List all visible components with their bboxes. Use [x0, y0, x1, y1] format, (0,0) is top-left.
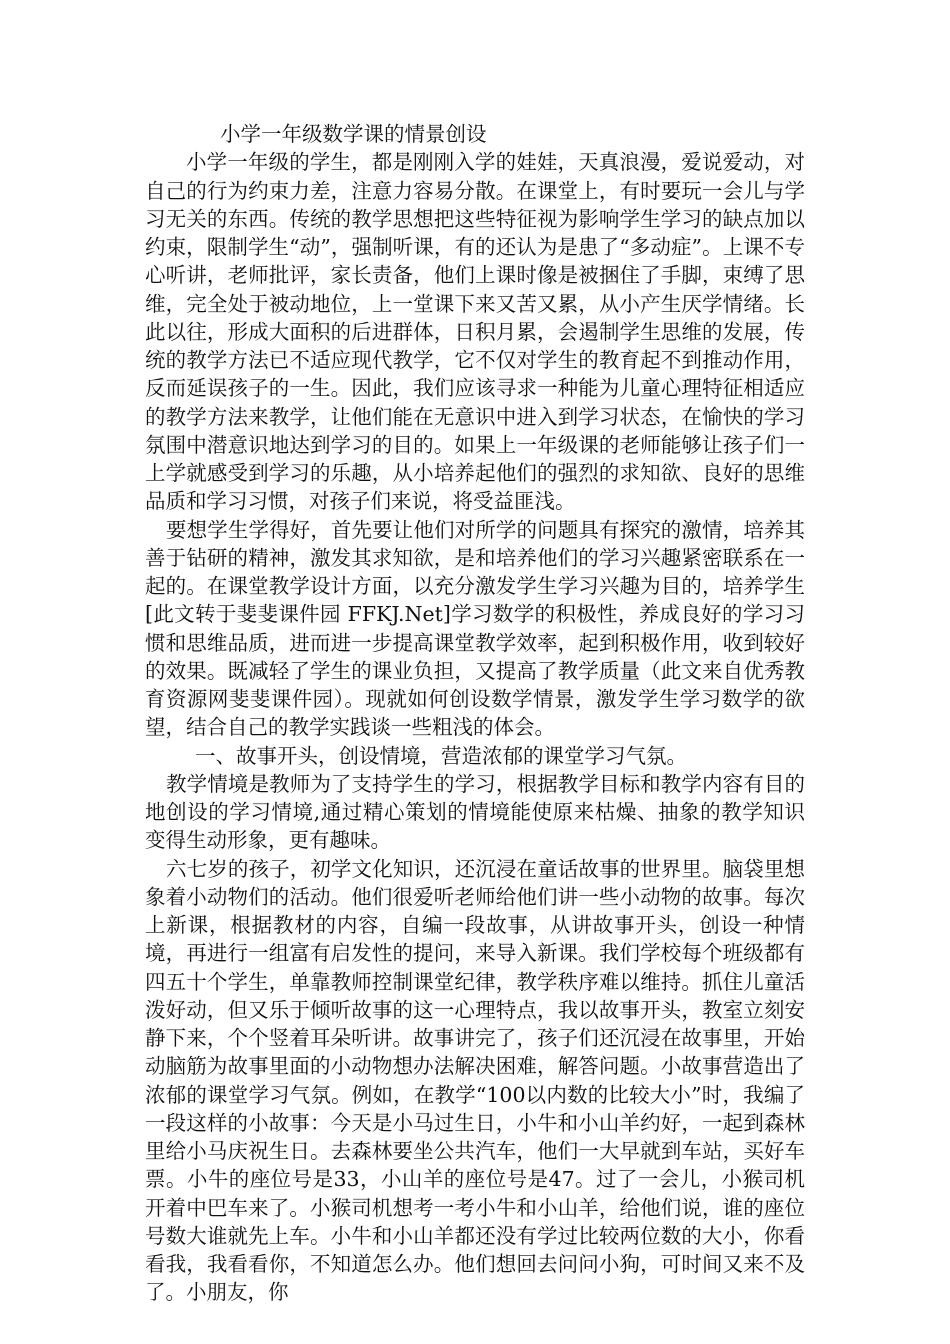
paragraph-intro: 小学一年级的学生，都是刚刚入学的娃娃，天真浪漫，爱说爱动，对自己的行为约束力差，注意力容易分散。在课堂上，有时要玩一会儿与学习无关的东西。传统的教学思想把这些特征视为影响学生学习的缺点加以约束，限制学生“动”，强制听课，有的还认为是患了“多动症”。上课不专心听讲，老师批评，家长责备，他们上课时像是被捆住了手脚，束缚了思维，完全处于被动地位，上一堂课下来又苦又累，从小产生厌学情绪。长此以往，形成大面积的后进群体，日积月累，会遏制学生思维的发展，传统的教学方法已不适应现代教学，它不仅对学生的教育起不到推动作用，反而延误孩子的一生。因此，我们应该寻求一种能为儿童心理特征相适应的教学方法来教学，让他们能在无意识中进入到学习状态，在愉快的学习氛围中潜意识地达到学习的目的。如果上一年级课的老师能够让孩子们一上学就感受到学习的乐趣，从小培养起他们的强烈的求知欲、良好的思维品质和学习习惯，对孩子们来说，将受益匪浅。 [145, 150, 805, 514]
section-heading-1: 一、故事开头，创设情境，营造浓郁的课堂学习气氛。 [195, 743, 687, 768]
paragraph-interest: 要想学生学得好，首先要让他们对所学的问题具有探究的激情，培养其善于钻研的精神，激发其求知欲，是和培养他们的学习兴趣紧密联系在一起的。在课堂教学设计方面，以充分激发学生学习兴趣为目的，培养学生[此文转于斐斐课件园 FFKJ.Net]学习数学的积极性，养成良好的学习习惯和思维品质，进而进一步提高课堂教学效率，起到积极作用，收到较好的效果。既减轻了学生的课业负担，又提高了教学质量（此文来自优秀教育资源网斐斐课件园）。现就如何创设数学情景，激发学生学习数学的欲望，结合自己的教学实践谈一些粗浅的体会。 [145, 517, 805, 740]
document-title: 小学一年级数学课的情景创设 [220, 122, 487, 146]
paragraph-story-example: 六七岁的孩子，初学文化知识，还沉浸在童话故事的世界里。脑袋里想象着小动物们的活动。他们很爱听老师给他们讲一些小动物的故事。每次上新课，根据教材的内容，自编一段故事，从讲故事开头，创设一种情境，再进行一组富有启发性的提问，来导入新课。我们学校每个班级都有四五十个学生，单靠教师控制课堂纪律，教学秩序难以维持。抓住儿童活泼好动，但又乐于倾听故事的这一心理特点，我以故事开头，教室立刻安静下来，个个竖着耳朵听讲。故事讲完了，孩子们还沉浸在故事里，开始动脑筋为故事里面的小动物想办法解决困难，解答问题。小故事营造出了浓郁的课堂学习气氛。例如，在教学“100以内数的比较大小”时，我编了一段这样的小故事：今天是小马过生日，小牛和小山羊约好，一起到森林里给小马庆祝生日。去森林要坐公共汽车，他们一大早就到车站，买好车票。小牛的座位号是33，小山羊的座位号是47。过了一会儿，小猴司机开着中巴车来了。小猴司机想考一考小牛和小山羊，给他们说，谁的座位号数大谁就先上车。小牛和小山羊都还没有学过比较两位数的大小，你看看我，我看看你，不知道怎么办。他们想回去问问小狗，可时间又来不及了。小朋友，你 [145, 856, 805, 1305]
document-page [145, 120, 805, 1307]
paragraph-situation-definition: 教学情境是教师为了支持学生的学习，根据教学目标和教学内容有目的地创设的学习情境,通过精心策划的情境能使原来枯燥、抽象的教学知识变得生动形象，更有趣味。 [145, 771, 805, 853]
